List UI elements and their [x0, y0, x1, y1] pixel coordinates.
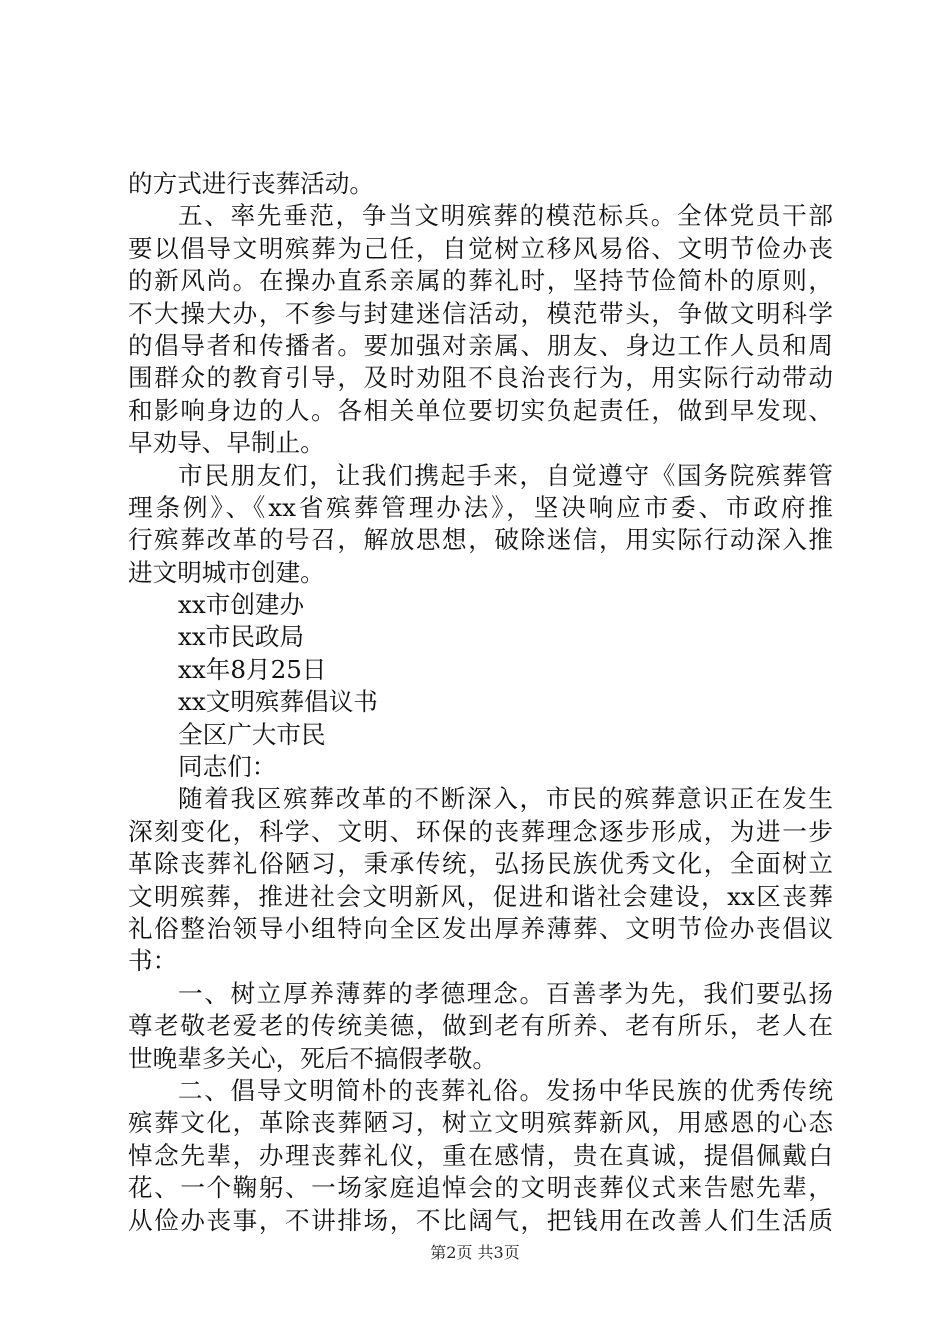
text-line: 随着我区殡葬改革的不断深入，市民的殡葬意识正在发生	[178, 784, 833, 814]
text-line: 的新风尚。在操办直系亲属的葬礼时，坚持节俭简朴的原则，	[128, 266, 833, 296]
text-line: 二、倡导文明简朴的丧葬礼俗。发扬中华民族的优秀传统	[178, 1075, 833, 1105]
text-line: 进文明城市创建。	[128, 557, 325, 587]
text-line: 同志们：	[178, 752, 277, 782]
text-line: 从俭办丧事，不讲排场，不比阔气，把钱用在改善人们生活质	[128, 1205, 833, 1235]
text-line: 的倡导者和传播者。要加强对亲属、朋友、身边工作人员和周	[128, 330, 833, 360]
text-line: 殡葬文化，革除丧葬陋习，树立文明殡葬新风，用感恩的心态	[128, 1108, 833, 1138]
text-line: 一、树立厚养薄葬的孝德理念。百善孝为先，我们要弘扬	[178, 978, 833, 1008]
text-line: xx文明殡葬倡议书	[178, 687, 378, 717]
text-line: 早劝导、早制止。	[128, 428, 325, 458]
text-line: 围群众的教育引导，及时劝阻不良治丧行为，用实际行动带动	[128, 363, 833, 393]
text-line: xx市民政局	[178, 622, 305, 652]
text-line: 礼俗整治领导小组特向全区发出厚养薄葬、文明节俭办丧倡议	[128, 913, 833, 943]
text-line: xx市创建办	[178, 590, 305, 620]
page-footer: 第2页 共3页	[430, 1243, 520, 1262]
text-line: 悼念先辈，办理丧葬礼仪，重在感情，贵在真诚，提倡佩戴白	[128, 1140, 833, 1170]
text-line: 书：	[128, 946, 178, 976]
text-line: 理条例》、《xx省殡葬管理办法》，坚决响应市委、市政府推	[128, 492, 833, 522]
document-body	[128, 168, 833, 1237]
text-line: xx年8月25日	[178, 654, 327, 684]
text-line: 花、一个鞠躬、一场家庭追悼会的文明丧葬仪式来告慰先辈，	[128, 1173, 833, 1203]
text-line: 市民朋友们，让我们携起手来，自觉遵守《国务院殡葬管	[178, 460, 833, 490]
text-line: 深刻变化，科学、文明、环保的丧葬理念逐步形成，为进一步	[128, 816, 833, 846]
text-line: 全区广大市民	[178, 719, 326, 749]
text-line: 文明殡葬，推进社会文明新风，促进和谐社会建设，xx区丧葬	[128, 881, 833, 911]
text-line: 尊老敬老爱老的传统美德，做到老有所养、老有所乐，老人在	[128, 1011, 833, 1041]
text-line: 不大操大办，不参与封建迷信活动，模范带头，争做文明科学	[128, 298, 833, 328]
text-line: 行殡葬改革的号召，解放思想，破除迷信，用实际行动深入推	[128, 525, 833, 555]
text-line: 要以倡导文明殡葬为己任，自觉树立移风易俗、文明节俭办丧	[128, 233, 833, 263]
text-line: 的方式进行丧葬活动。	[128, 169, 374, 198]
text-line: 世晚辈多关心，死后不搞假孝敬。	[128, 1043, 497, 1073]
text-line: 和影响身边的人。各相关单位要切实负起责任，做到早发现、	[128, 395, 833, 425]
text-line: 革除丧葬礼俗陋习，秉承传统，弘扬民族优秀文化，全面树立	[128, 849, 833, 879]
text-line: 五、率先垂范，争当文明殡葬的模范标兵。全体党员干部	[178, 201, 833, 231]
